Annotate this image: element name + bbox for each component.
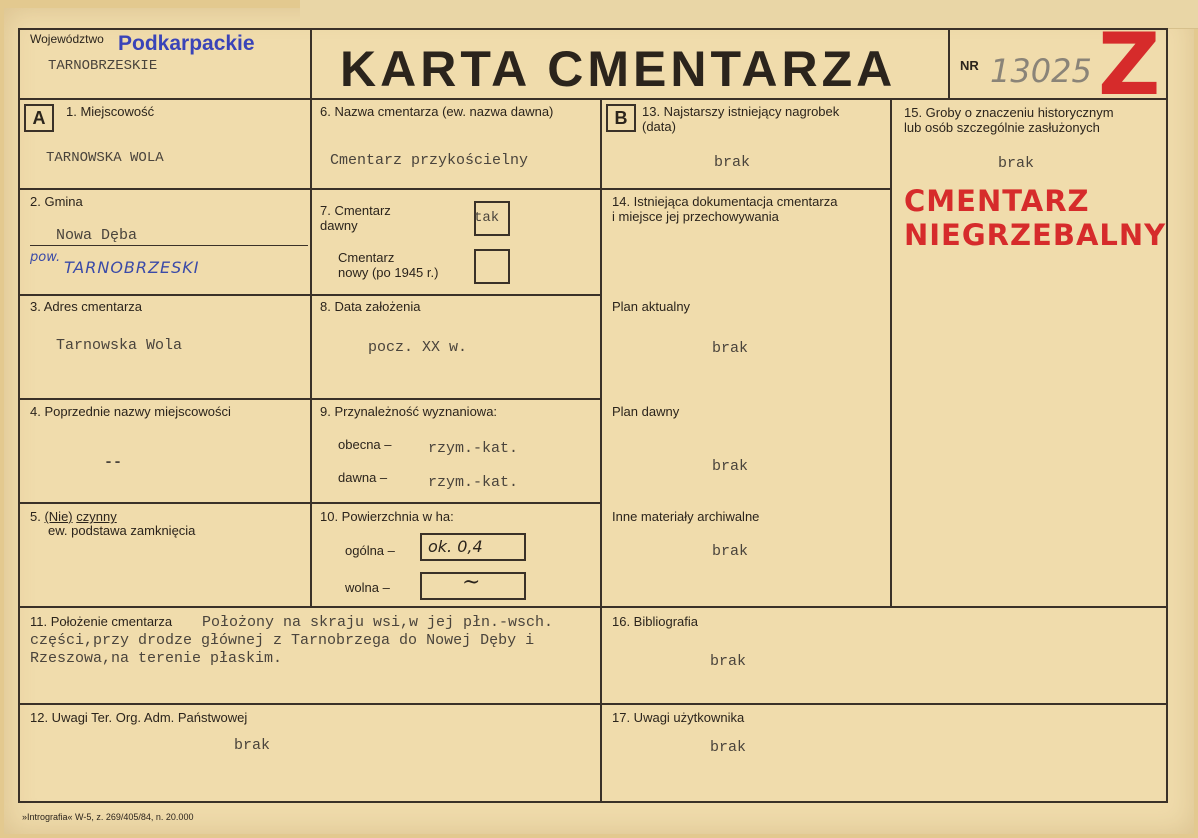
field-1-value: TARNOWSKA WOLA	[46, 150, 164, 166]
row-line	[312, 188, 600, 190]
row-line	[18, 703, 1168, 705]
field-4-label: 4. Poprzednie nazwy miejscowości	[30, 404, 231, 419]
printer-imprint: »Intrografia« W-5, z. 269/405/84, n. 20.000	[22, 812, 194, 822]
field-9-label: 9. Przynależność wyznaniowa:	[320, 404, 498, 419]
powiat-value: TARNOBRZESKI	[64, 258, 200, 277]
header-col-2	[948, 28, 950, 100]
col-divider-3	[890, 98, 892, 606]
field-7-dawny-label: 7. Cmentarz dawny	[320, 203, 391, 233]
field-3-value: Tarnowska Wola	[56, 337, 183, 354]
field-7-dawny-value: tak	[474, 210, 500, 226]
section-b-marker: B	[606, 104, 636, 132]
field-5-label-2: ew. podstawa zamknięcia	[48, 523, 196, 538]
plan-dawny-label: Plan dawny	[612, 404, 680, 419]
field-12-value: brak	[234, 737, 271, 754]
row-line	[312, 294, 600, 296]
field-16-label: 16. Bibliografia	[612, 614, 698, 629]
field-7-nowy-box[interactable]	[474, 249, 510, 284]
wojewodztwo-label: Województwo	[30, 32, 104, 46]
field-15-label: 15. Groby o znaczeniu historycznym lub osób szczególnie zasłużonych	[904, 105, 1114, 135]
wojewodztwo-value: TARNOBRZESKIE	[48, 58, 158, 74]
note-niegrzebalny: NIEGRZEBALNY	[904, 218, 1167, 252]
field-12-label: 12. Uwagi Ter. Org. Adm. Państwowej	[30, 710, 248, 725]
inne-materialy-label: Inne materiały archiwalne	[612, 509, 760, 524]
field-17-value: brak	[710, 739, 747, 756]
field-1-label: 1. Miejscowość	[66, 104, 155, 119]
gmina-underline	[30, 245, 308, 246]
section-a-marker: A	[24, 104, 54, 132]
wojewodztwo-stamp: Podkarpackie	[118, 32, 255, 55]
field-15-value: brak	[998, 155, 1035, 172]
card-title: KARTA CMENTARZA	[340, 41, 897, 97]
field-3-label: 3. Adres cmentarza	[30, 299, 142, 314]
field-5-nie: (Nie)	[44, 509, 73, 524]
row-line	[312, 398, 600, 400]
field-5-czynny: czynny	[76, 509, 117, 524]
field-6-label: 6. Nazwa cmentarza (ew. nazwa dawna)	[320, 104, 554, 119]
field-17-label: 17. Uwagi użytkownika	[612, 710, 745, 725]
field-10-ogolna-label: ogólna –	[345, 543, 395, 558]
field-9-obecna-label: obecna –	[338, 437, 392, 452]
field-2-value: Nowa Dęba	[56, 227, 138, 244]
paper-tape	[300, 0, 1198, 29]
border-bottom	[18, 801, 1168, 803]
header-divider	[18, 98, 1168, 100]
row-line	[18, 606, 1168, 608]
field-13-value: brak	[714, 154, 751, 171]
field-4-value: --	[104, 454, 123, 471]
field-10-wolna-label: wolna –	[345, 580, 390, 595]
col-divider-1	[310, 98, 312, 606]
plan-dawny-value: brak	[712, 458, 749, 475]
row-line	[312, 502, 600, 504]
inne-materialy-value: brak	[712, 543, 749, 560]
plan-aktualny-value: brak	[712, 340, 749, 357]
field-11-value: Położony na skraju wsi,w jej płn.-wsch. części,przy drodze głównej z Tarnobrzega do Nowej Dęby i Rzeszowa,na terenie płaskim.	[30, 614, 554, 667]
row-line	[602, 188, 890, 190]
border-right	[1166, 28, 1168, 803]
row-line	[18, 294, 310, 296]
row-line	[18, 398, 310, 400]
col-divider-2	[600, 98, 602, 803]
row-line	[18, 188, 310, 190]
border-top	[18, 28, 1168, 30]
row-line	[18, 502, 310, 504]
field-2-label: 2. Gmina	[30, 194, 83, 209]
field-5-label	[30, 509, 117, 524]
field-13-label: 13. Najstarszy istniejący nagrobek (data)	[642, 104, 840, 134]
field-8-value: pocz. XX w.	[368, 339, 468, 356]
field-9-dawna-value: rzym.-kat.	[428, 474, 519, 491]
category-mark: Z	[1098, 15, 1161, 115]
nr-label: NR	[960, 58, 979, 73]
field-10-wolna-value: ~	[462, 570, 481, 595]
field-16-value: brak	[710, 653, 747, 670]
field-10-label: 10. Powierzchnia w ha:	[320, 509, 454, 524]
note-cmentarz: CMENTARZ	[904, 184, 1090, 218]
field-10-ogolna-value: ok. 0,4	[428, 537, 483, 556]
header-col-1	[310, 28, 312, 100]
nr-value: 13025	[990, 52, 1092, 90]
field-7-nowy-label: Cmentarz nowy (po 1945 r.)	[338, 250, 439, 280]
powiat-prefix: pow.	[30, 250, 61, 265]
field-5-number: 5.	[30, 509, 41, 524]
field-8-label: 8. Data założenia	[320, 299, 421, 314]
border-left	[18, 28, 20, 803]
field-6-value: Cmentarz przykościelny	[330, 152, 529, 169]
field-9-obecna-value: rzym.-kat.	[428, 440, 519, 457]
field-14-label: 14. Istniejąca dokumentacja cmentarza i miejsce jej przechowywania	[612, 194, 838, 224]
plan-aktualny-label: Plan aktualny	[612, 299, 691, 314]
field-11-label: 11. Położenie cmentarza	[30, 614, 173, 629]
field-9-dawna-label: dawna –	[338, 470, 388, 485]
